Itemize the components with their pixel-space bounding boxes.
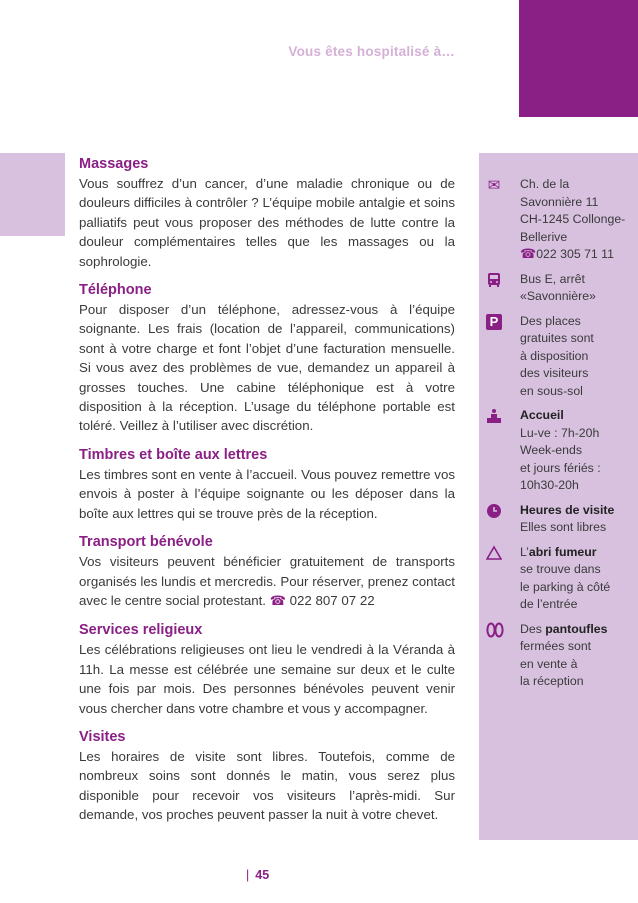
sidebar-visits [486, 502, 634, 537]
section-transport [79, 532, 455, 611]
parking-line: à disposition [520, 348, 589, 363]
parking-line: Des places [520, 313, 581, 328]
section-title: Services religieux [79, 622, 203, 639]
phone-icon: ☎ [520, 247, 537, 262]
page-footer [246, 868, 269, 882]
parking-icon: P [486, 314, 502, 330]
sidebar-address [486, 176, 634, 264]
address-phone [520, 246, 634, 264]
parking-line: des visiteurs [520, 366, 589, 380]
address-line: Bellerive [520, 229, 568, 244]
visits-title: Heures de visite [520, 502, 615, 517]
address-line: CH-1245 Collonge- [520, 212, 626, 226]
visits-line: Elles sont libres [520, 520, 607, 534]
reception-title: Accueil [520, 408, 564, 422]
bus-icon [486, 272, 502, 288]
section-title: Téléphone [79, 282, 152, 299]
section-massages [79, 154, 455, 271]
smoking-line: le parking à côté [520, 579, 611, 594]
info-sidebar [486, 176, 634, 698]
sidebar-smoking [486, 544, 634, 614]
reception-line: et jours fériés : [520, 460, 601, 475]
left-margin-band [0, 153, 65, 236]
envelope-icon: ✉ [487, 176, 501, 194]
smoking-line: de l’entrée [520, 597, 578, 611]
phone-contact [270, 593, 375, 608]
reception-line: Week-ends [520, 443, 582, 457]
slippers-icon [486, 622, 502, 638]
slippers-line: fermées sont [520, 639, 592, 653]
slippers-heading [520, 621, 634, 639]
smoking-bold: abri fumeur [528, 544, 597, 559]
parking-line: gratuites sont [520, 331, 594, 345]
page-number: 45 [255, 868, 270, 882]
section-visites [79, 727, 455, 825]
phone-number: 022 305 71 11 [536, 247, 614, 261]
slippers-prefix: Des [520, 621, 546, 636]
sidebar-reception [486, 407, 634, 495]
section-body: Pour disposer d’un téléphone, adressez-vous à l’équipe soignante. Les frais (location de l’appareil, communications) sont à votre charge et font l’objet d’une facturation mensuelle. Si vous avez des problèmes de vue, demandez un appareil à grosses touches. Une cabine téléphonique est à votre disposition à la réception. L’usage du téléphone portable est toléré. Veillez à l’utiliser avec discrétion. [79, 302, 455, 434]
reception-line: 10h30-20h [520, 478, 579, 492]
section-telephone [79, 280, 455, 436]
section-body: Les célébrations religieuses ont lieu le vendredi à la Véranda à 11h. La messe est célébrée une semaine sur deux et le culte une fois par mois. Des personnes bénévoles peuvent venir vous chercher dans votre chambre et vous y accompagner. [79, 642, 455, 716]
section-religieux [79, 620, 455, 718]
corner-color-block [519, 0, 638, 117]
address-line: Ch. de la [520, 177, 570, 191]
sidebar-parking [486, 313, 634, 401]
running-header: Vous êtes hospitalisé à… [288, 44, 455, 59]
phone-icon: ☎ [269, 593, 286, 609]
section-timbres [79, 445, 455, 523]
address-line: Savonnière 11 [520, 194, 599, 209]
reception-desk-icon [486, 408, 502, 424]
phone-number: 022 807 07 22 [289, 592, 375, 608]
parking-line: en sous-sol [520, 383, 583, 398]
section-title: Massages [79, 156, 149, 172]
smoking-heading [520, 544, 634, 562]
slippers-line: en vente à [520, 656, 578, 671]
section-title: Transport bénévole [79, 534, 213, 551]
slippers-bold: pantoufles [545, 621, 608, 636]
section-title: Timbres et boîte aux lettres [79, 446, 268, 463]
sidebar-slippers [486, 621, 634, 691]
smoking-prefix: L’ [520, 544, 529, 559]
smoking-line: se trouve dans [520, 562, 601, 576]
main-column [79, 154, 455, 834]
bus-line: Bus E, arrêt [520, 271, 585, 286]
section-title: Visites [79, 728, 126, 745]
section-body: Les horaires de visite sont libres. Toutefois, comme de nombreux soins sont donnés le matin, vous serez plus disponible pour recevoir vos visiteurs l’après-midi. Sur demande, vos proches peuvent passer la nuit à votre chevet. [79, 748, 455, 823]
clock-icon [486, 503, 502, 519]
slippers-line: la réception [520, 674, 584, 688]
bus-line: «Savonnière» [520, 289, 596, 303]
section-body: Vous souffrez d’un cancer, d’une maladie chronique ou de douleurs difficiles à contrôler ? L’équipe mobile antalgie et soins palliatifs peut vous proposer des méthodes de lutte contre la douleur complémentaires telles que les massages ou la sophrologie. [79, 176, 455, 269]
section-body-text: Vos visiteurs peuvent bénéficier gratuitement de transports organisés les lundis et mercredis. Pour réserver, prenez contact avec le centre social protestant. [79, 554, 455, 608]
sidebar-bus [486, 271, 634, 306]
reception-line: Lu-ve : 7h-20h [520, 425, 600, 440]
section-body [79, 552, 455, 611]
footer-divider: | [246, 868, 250, 882]
smoking-shelter-icon [486, 545, 502, 561]
section-body: Les timbres sont en vente à l’accueil. Vous pouvez remettre vos envois à poster à l’équipe soignante ou les déposer dans la boîte aux lettres qui se trouve près de la réception. [79, 466, 455, 521]
